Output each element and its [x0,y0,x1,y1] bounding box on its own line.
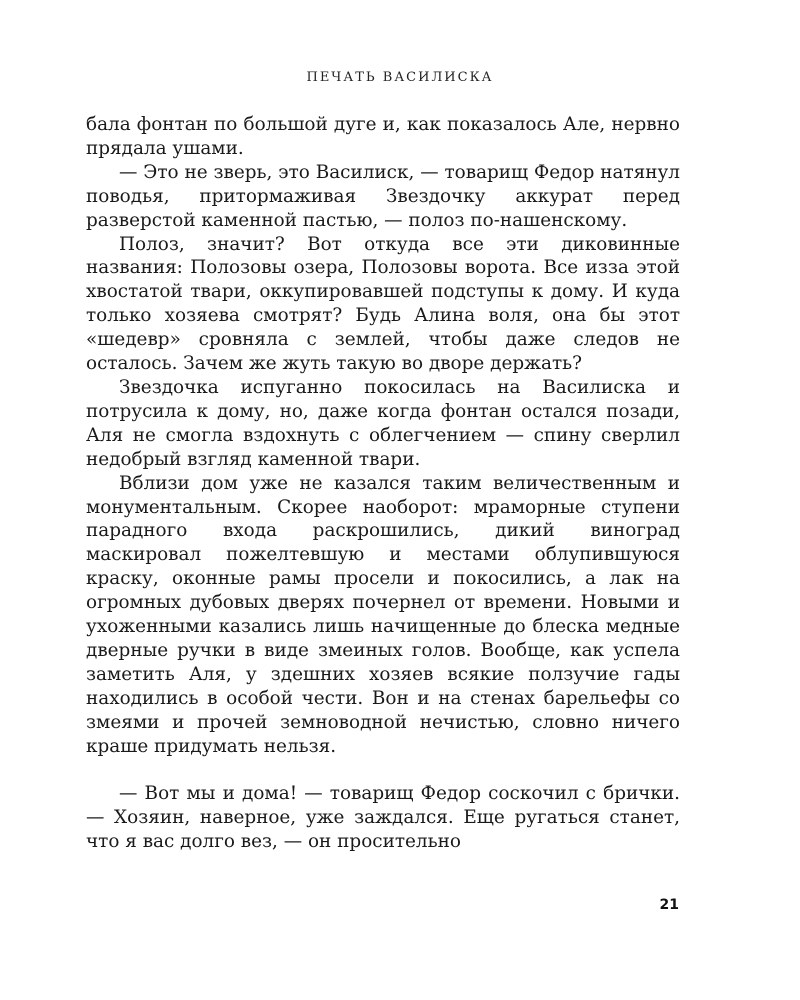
page-number: 21 [659,897,679,913]
paragraph: Полоз, значит? Вот откуда все эти диковинные названия: Полозовы озера, Полозовы ворота. Все изза этой хвостатой твари, оккупировавшей подступы к дому. И куда только хозяева смотрят? Будь Алина воля, она бы этот «шедевр» сровняла с землей, чтобы даже следов не осталось. Зачем же жуть такую во дворе держать? [86,233,680,375]
paragraph: Вблизи дом уже не казался таким величественным и монументальным. Скорее наоборот: мраморные ступени парадного входа раскрошились, дикий виноград маскировал пожелтевшую и местами облупившуюся краску, оконные рамы просели и покосились, а лак на огромных дубовых дверях почернел от времени. Новыми и ухоженными казались лишь начищенные до блеска медные дверные ручки в виде змеиных голов. Вообще, как успела заметить Аля, у здешних хозяев всякие ползучие гады находились в особой чести. Вон и на стенах барельефы со змеями и прочей земноводной нечистью, словно ничего краше придумать нельзя. [86,472,680,757]
paragraph: Звездочка испуганно покосилась на Василиска и потрусила к дому, но, даже когда фонтан остался позади, Аля не смогла вздохнуть с облегчением — спину сверлил недобрый взгляд каменной твари. [86,376,680,470]
paragraph: — Вот мы и дома! — товарищ Федор соскочил с брички. — Хозяин, наверное, уже заждался. Еще ругаться станет, что я вас долго вез, — он просительно [86,783,680,853]
paragraph: — Это не зверь, это Василиск, — товарищ Федор натянул поводья, притормаживая Звездочку аккурат перед разверстой каменной пастью, — полоз по-нашенскому. [86,161,680,231]
running-head: ПЕЧАТЬ ВАСИЛИСКА [306,70,494,85]
body-text [86,113,680,854]
paragraph: бала фонтан по большой дуге и, как показалось Але, нервно прядала ушами. [86,114,680,159]
